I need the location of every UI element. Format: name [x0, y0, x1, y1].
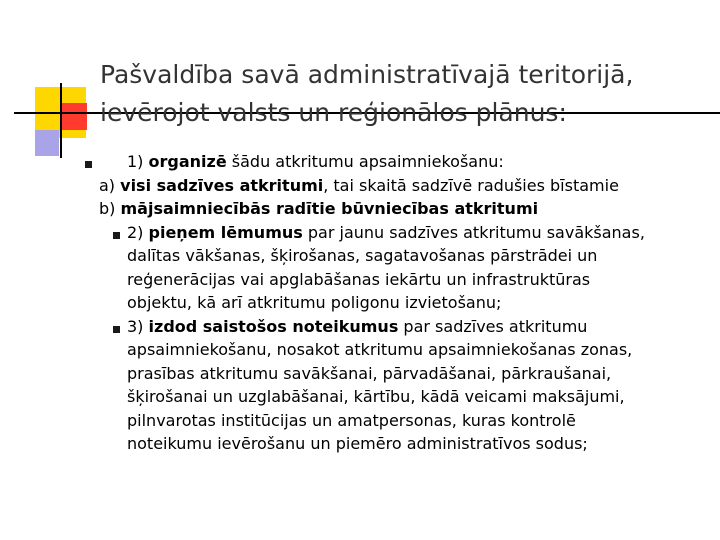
item-keyword: pieņem lēmumus	[148, 222, 303, 242]
item-keyword: izdod saistošos noteikumus	[148, 316, 399, 336]
decor-vertical-line	[60, 83, 62, 158]
item-letter: a)	[99, 175, 121, 195]
list-item-2-line: dalītas vākšanas, šķirošanas, sagatavošanas pārstrādei un	[127, 246, 598, 265]
item-text: par sadzīves atkritumu	[398, 316, 588, 336]
item-letter: b)	[99, 199, 121, 218]
list-item-3-line: noteikumu ievērošanu un piemēro administratīvos sodus;	[127, 434, 588, 453]
item-number: 1)	[127, 152, 149, 171]
title-line-2: ievērojot valsts un reģionālos plānus:	[100, 98, 567, 127]
title-line-1: Pašvaldība savā administratīvajā teritorijā,	[100, 60, 634, 89]
list-item-3-line: pilnvarotas institūcijas un amatpersonas, kuras kontrolē	[127, 410, 576, 430]
list-item-3-line: prasības atkritumu savākšanai, pārvadāšanai, pārkraušanai,	[127, 363, 612, 383]
item-number: 2)	[127, 222, 149, 242]
list-item-1	[127, 150, 504, 174]
list-item-3	[127, 315, 587, 339]
item-text: , tai skaitā sadzīvē radušies bīstamie	[323, 175, 619, 195]
item-keyword: visi sadzīves atkritumi	[120, 175, 324, 195]
item-keyword: mājsaimniecībās radītie būvniecības atkritumi	[120, 199, 539, 218]
item-keyword: organizē	[148, 152, 227, 171]
list-item-2	[127, 221, 645, 245]
bullet-icon	[113, 326, 120, 333]
list-item-b	[99, 197, 538, 221]
bullet-icon	[113, 232, 120, 239]
slide-title	[100, 56, 710, 132]
item-text: par jaunu sadzīves atkritumu savākšanas,	[302, 222, 645, 242]
list-item-a	[99, 174, 619, 198]
list-item-3-line: šķirošanai un uzglabāšanai, kārtību, kādā veicami maksājumi,	[127, 387, 625, 406]
decor-blue-square	[35, 130, 59, 156]
list-item-3-line: apsaimniekošanu, nosakot atkritumu apsaimniekošanas zonas,	[127, 340, 633, 359]
item-text: šādu atkritumu apsaimniekošanu:	[226, 152, 504, 171]
item-number: 3)	[127, 316, 149, 336]
bullet-icon	[85, 161, 92, 168]
list-item-2-line: objektu, kā arī atkritumu poligonu izvietošanu;	[127, 293, 502, 312]
list-item-2-line: reģenerācijas vai apglabāšanas iekārtu un infrastruktūras	[127, 269, 591, 289]
decor-red-square	[60, 103, 87, 130]
